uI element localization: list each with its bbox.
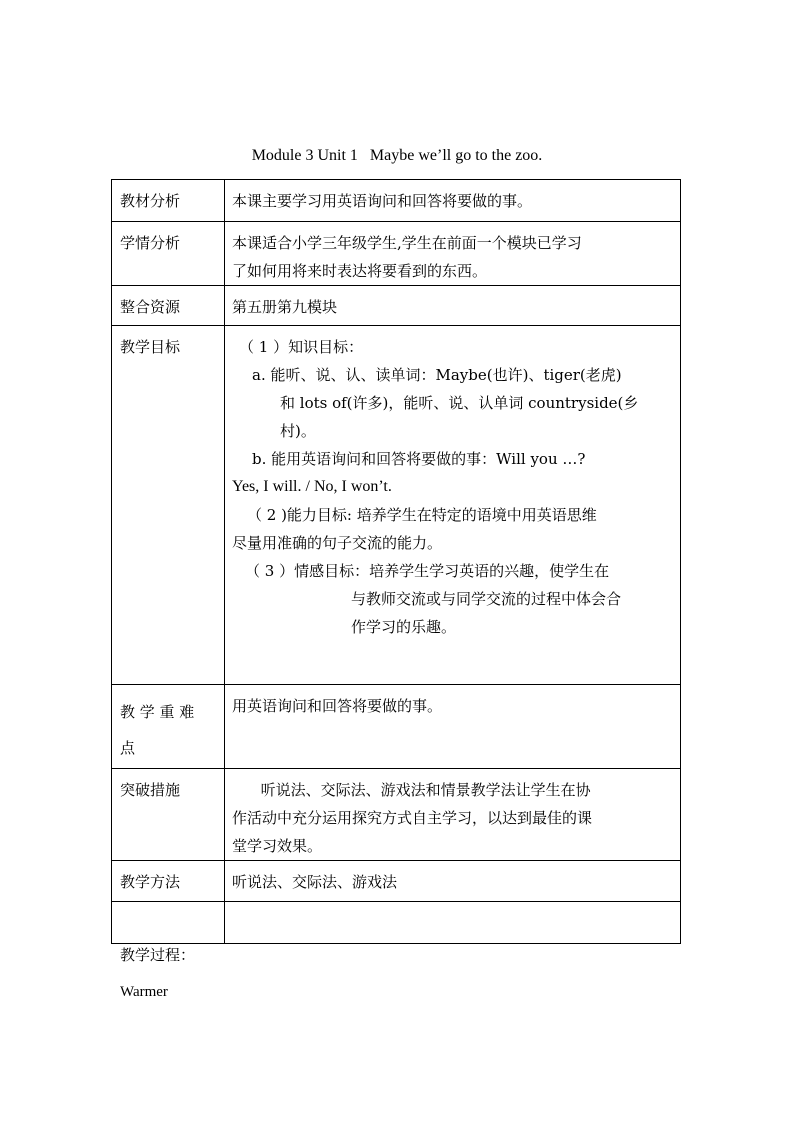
row-content <box>225 769 681 861</box>
row-label <box>112 685 225 769</box>
content-line: 堂学习效果。 <box>232 837 323 855</box>
table-row <box>112 180 681 222</box>
content-line: 和 lots of(许多)，能听、说、认单词 countryside(乡 <box>280 394 639 412</box>
content-line: 与教师交流或与同学交流的过程中体会合 <box>351 590 622 608</box>
table-row <box>112 861 681 902</box>
content-line: （ 1 ）知识目标： <box>239 338 364 356</box>
content-line: 作学习的乐趣。 <box>351 618 457 636</box>
row-content <box>225 326 681 685</box>
table-row <box>112 769 681 861</box>
row-label: 突破措施 <box>112 769 225 861</box>
row-label: 教学方法 <box>112 861 225 902</box>
table-row <box>112 326 681 685</box>
section-subheading: Warmer <box>120 984 168 1000</box>
row-label: 整合资源 <box>112 286 225 326</box>
content-line: 作活动中充分运用探究方式自主学习，以达到最佳的课 <box>232 809 593 827</box>
row-content <box>225 902 681 944</box>
content-line: b. 能用英语询问和回答将要做的事：Will you …? <box>252 450 586 468</box>
lesson-plan-table <box>111 179 681 944</box>
content-line: Yes, I will. / No, I won’t. <box>232 478 392 495</box>
row-content <box>225 180 681 222</box>
content-line: （ 2 )能力目标: 培养学生在特定的语境中用英语思维 <box>247 506 597 524</box>
content-line: 本课适合小学三年级学生,学生在前面一个模块已学习 <box>232 234 582 252</box>
content-line: 本课主要学习用英语询问和回答将要做的事。 <box>232 192 533 210</box>
content-line: 村)。 <box>280 422 316 440</box>
table-row <box>112 222 681 286</box>
row-content <box>225 861 681 902</box>
table-row <box>112 685 681 769</box>
content-line: 用英语询问和回答将要做的事。 <box>232 697 443 715</box>
content-line: 第五册第九模块 <box>232 298 338 316</box>
content-line: 尽量用准确的句子交流的能力。 <box>232 534 443 552</box>
content-line: 听说法、交际法、游戏法和情景教学法让学生在协 <box>232 781 591 799</box>
row-label <box>112 902 225 944</box>
row-label: 教材分析 <box>112 180 225 222</box>
row-content <box>225 286 681 326</box>
table-row <box>112 286 681 326</box>
row-label: 学情分析 <box>112 222 225 286</box>
section-heading: 教学过程： <box>120 946 196 964</box>
table-row <box>112 902 681 944</box>
page-title: Module 3 Unit 1 Maybe we’ll go to the zoo. <box>251 147 543 164</box>
content-line: （ 3 ）情感目标：培养学生学习英语的兴趣，使学生在 <box>245 562 610 580</box>
row-content <box>225 222 681 286</box>
row-label: 教学目标 <box>112 326 225 685</box>
content-line: 听说法、交际法、游戏法 <box>232 873 398 891</box>
row-content <box>225 685 681 769</box>
content-line: a. 能听、说、认、读单词：Maybe(也许)、tiger(老虎) <box>252 366 622 384</box>
row-label-line: 教 学 重 难 <box>120 703 195 721</box>
row-label-line: 点 <box>120 739 136 757</box>
content-line: 了如何用将来时表达将要看到的东西。 <box>232 262 488 280</box>
